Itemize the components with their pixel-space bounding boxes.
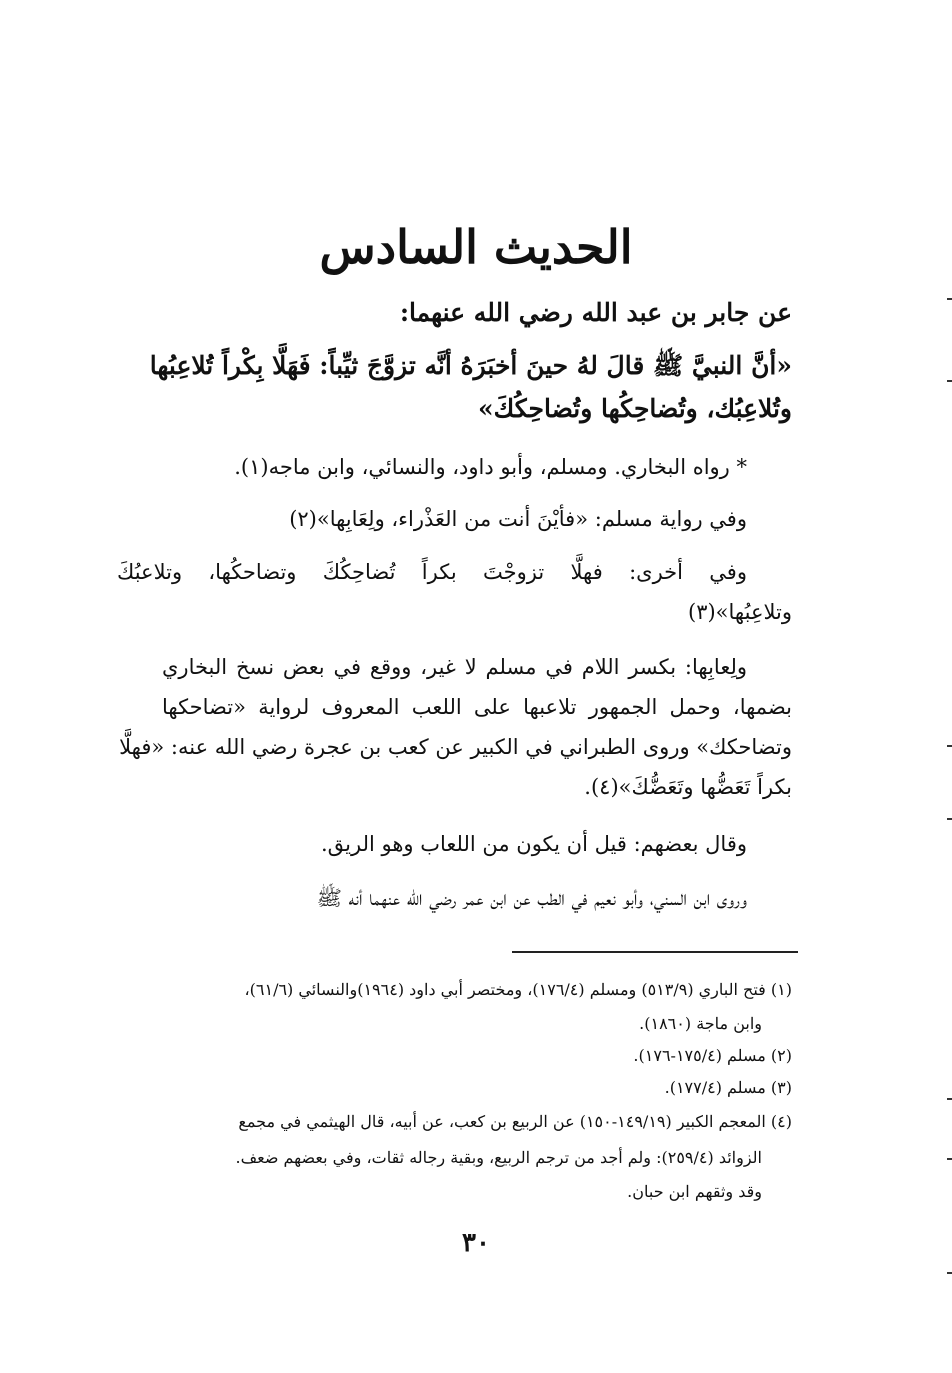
other-narration-line-2: وتلاعِبُها»(٣)	[688, 600, 792, 624]
footnote-4-line-3: وقد وثقهم ابن حبان.	[627, 1182, 762, 1201]
ibn-sunni-line: وروى ابن السني، وأبو نعيم في الطب عن ابن عمر رضي الله عنهما أنه ﷺ	[316, 886, 747, 910]
footnote-1-line-2: وابن ماجة (١٨٦٠).	[639, 1014, 762, 1033]
source-line: * رواه البخاري. ومسلم، وأبو داود، والنسائي، وابن ماجه(١).	[234, 455, 747, 479]
footnote-3: (٣) مسلم (١٧٧/٤).	[664, 1078, 792, 1097]
hadith-line-1: «أنَّ النبيَّ ﷺ قالَ لهُ حينَ أخبَرَهُ أنَّه تزوَّجَ ثيِّباً: فَهَلَّا بِكْراً تُلاعِبُها	[149, 351, 792, 380]
footnote-separator	[512, 951, 798, 953]
saliva-note-line: وقال بعضهم: قيل أن يكون من اللعاب وهو الريق.	[320, 832, 747, 856]
scan-mark	[947, 1098, 952, 1100]
commentary-line-2: بضمها، وحمل الجمهور تلاعبها على اللعب المعروف لرواية «تضاحكها	[162, 695, 792, 719]
hadith-line-2: وتُلاعِبُك، وتُضاحِكُها وتُضاحِكُكَ»	[478, 394, 792, 423]
other-narration-line-1: وفي أخرى: فهلَّا تزوجْتَ بكراً تُضاحِكُكَ وتضاحكُها، وتلاعبُكَ	[117, 560, 747, 584]
scan-mark	[947, 380, 952, 382]
scan-mark	[947, 1158, 952, 1160]
footnote-4-line-2: الزوائد (٢٥٩/٤): ولم أجد من ترجم الربيع، وبقية رجاله ثقات، وفي بعضهم ضعف.	[235, 1148, 762, 1167]
commentary-line-3: وتضاحكك» وروى الطبراني في الكبير عن كعب بن عجرة رضي الله عنه: «فهلَّا	[119, 735, 792, 759]
scan-mark	[947, 298, 952, 300]
muslim-narration-line: وفي رواية مسلم: «فأيْنَ أنت من العَذْراء، ولِعَابِها»(٢)	[289, 507, 747, 531]
page-number: ٣٠	[462, 1228, 490, 1258]
scan-mark	[947, 745, 952, 747]
commentary-line-1: ولِعابِها: بكسر اللام في مسلم لا غير، ووقع في بعض نسخ البخاري	[162, 655, 747, 679]
scan-mark	[947, 818, 952, 820]
footnote-1-line-1: (١) فتح الباري (٥١٣/٩) ومسلم (١٧٦/٤)، ومختصر أبي داود (١٩٦٤)والنسائي (٦١/٦)،	[244, 980, 792, 999]
scan-mark	[947, 1272, 952, 1274]
narrator-line: عن جابر بن عبد الله رضي الله عنهما:	[399, 298, 792, 327]
chapter-title: الحديث السادس	[319, 220, 633, 274]
commentary-line-4: بكراً تَعَضُّها وتَعَضُّكَ»(٤).	[584, 775, 792, 799]
footnote-2: (٢) مسلم (١٧٥/٤-١٧٦).	[633, 1046, 792, 1065]
footnote-4-line-1: (٤) المعجم الكبير (١٤٩/١٩-١٥٠) عن الربيع بن كعب، عن أبيه، قال الهيثمي في مجمع	[238, 1112, 792, 1131]
